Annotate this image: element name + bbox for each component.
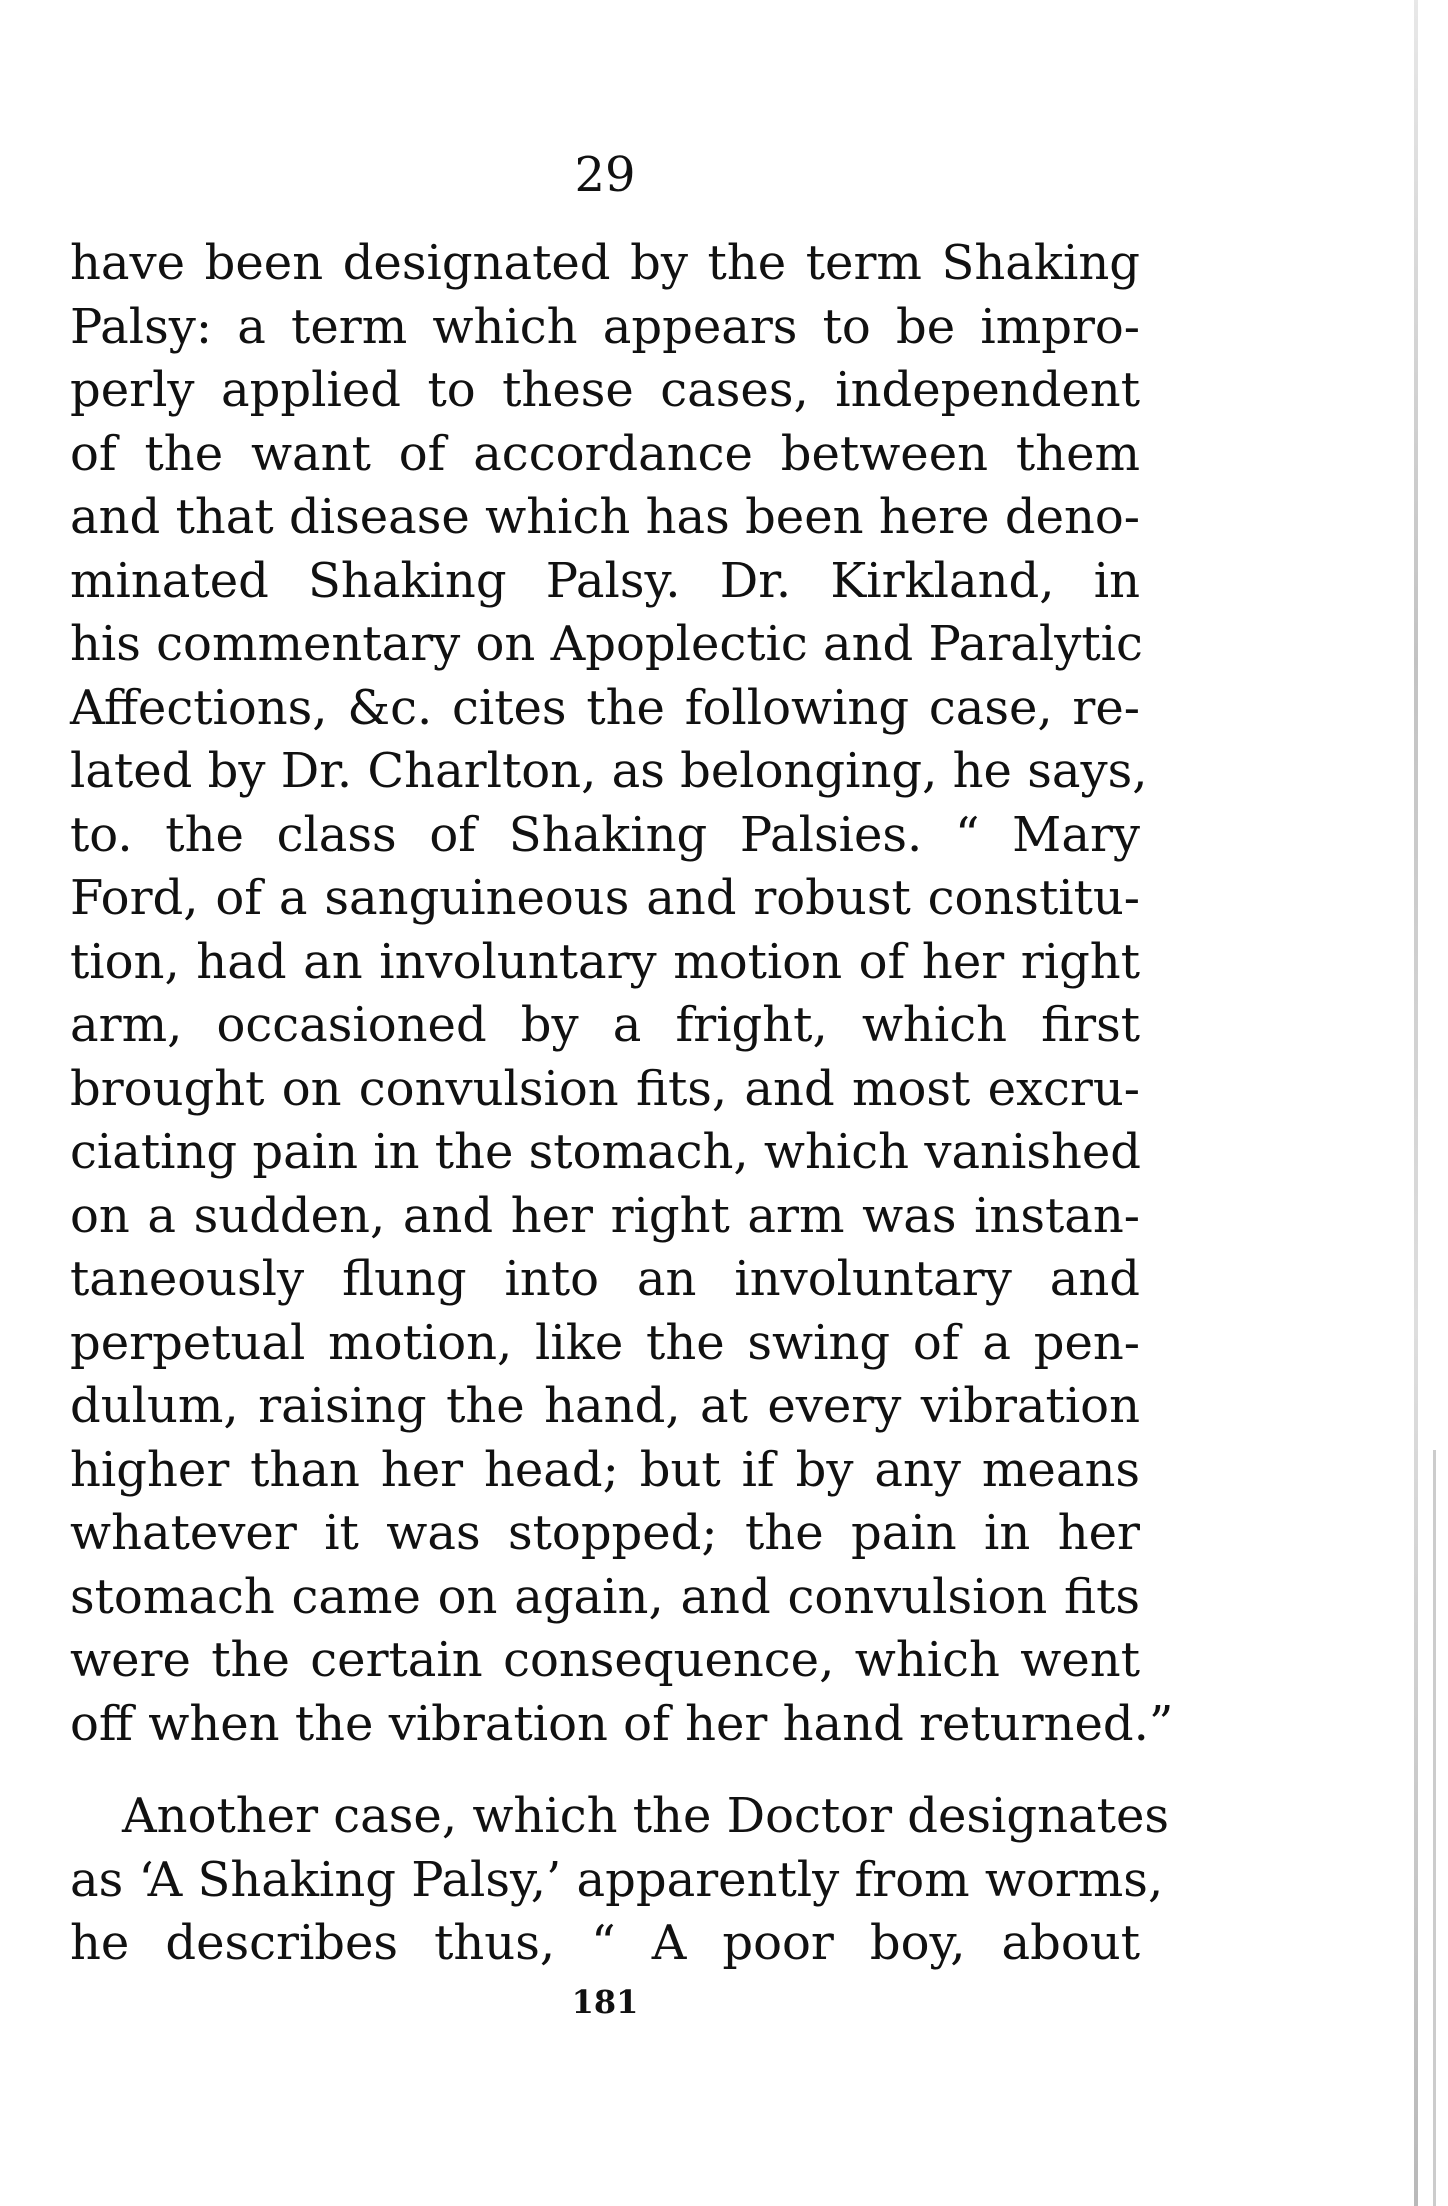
- text-line: Another case, which the Doctor designates: [122, 1788, 1169, 1844]
- text-line: perly applied to these cases, independent: [70, 362, 1140, 418]
- page-edge-line: [1433, 1450, 1436, 2206]
- text-line: tion, had an involuntary motion of her right: [70, 933, 1140, 990]
- page-number: 29: [574, 147, 636, 203]
- text-line: have been designated by the term Shaking: [70, 235, 1140, 291]
- text-line: Palsy: a term which appears to be impro-: [70, 298, 1140, 355]
- text-line: lated by Dr. Charlton, as belonging, he says,: [70, 743, 1148, 799]
- text-line: higher than her head; but if by any means: [70, 1441, 1140, 1498]
- text-line: to. the class of Shaking Palsies. “ Mary: [70, 806, 1140, 863]
- page-edge-shadow: [1414, 0, 1418, 2206]
- text-line: minated Shaking Palsy. Dr. Kirkland, in: [70, 552, 1140, 609]
- paragraph-2: [70, 1785, 1169, 1976]
- text-line: perpetual motion, like the swing of a pen-: [70, 1314, 1140, 1371]
- text-line: ciating pain in the stomach, which vanished: [70, 1124, 1141, 1180]
- text-line: brought on convulsion fits, and most excru-: [70, 1060, 1140, 1117]
- text-line: Ford, of a sanguineous and robust constitu-: [70, 870, 1140, 926]
- text-line: stomach came on again, and convulsion fits: [70, 1568, 1140, 1625]
- text-line: his commentary on Apoplectic and Paralytic: [70, 616, 1143, 672]
- text-line: off when the vibration of her hand returned.”: [70, 1695, 1174, 1752]
- text-line: taneously flung into an involuntary and: [70, 1251, 1140, 1307]
- paragraph-1: [70, 232, 1174, 1756]
- text-line: Affections, &c. cites the following case, re-: [70, 679, 1140, 736]
- text-line: on a sudden, and her right arm was instan-: [70, 1187, 1140, 1244]
- text-line: were the certain consequence, which went: [70, 1632, 1140, 1688]
- text-line: dulum, raising the hand, at every vibration: [70, 1378, 1140, 1434]
- text-line: and that disease which has been here deno-: [70, 489, 1140, 545]
- text-line: as ‘A Shaking Palsy,’ apparently from worms,: [70, 1851, 1164, 1908]
- text-line: of the want of accordance between them: [70, 425, 1140, 482]
- text-line: whatever it was stopped; the pain in her: [70, 1505, 1140, 1561]
- text-line: arm, occasioned by a fright, which first: [70, 997, 1140, 1053]
- signature-mark: 181: [571, 1983, 639, 2021]
- text-line: he describes thus, “ A poor boy, about: [70, 1915, 1140, 1971]
